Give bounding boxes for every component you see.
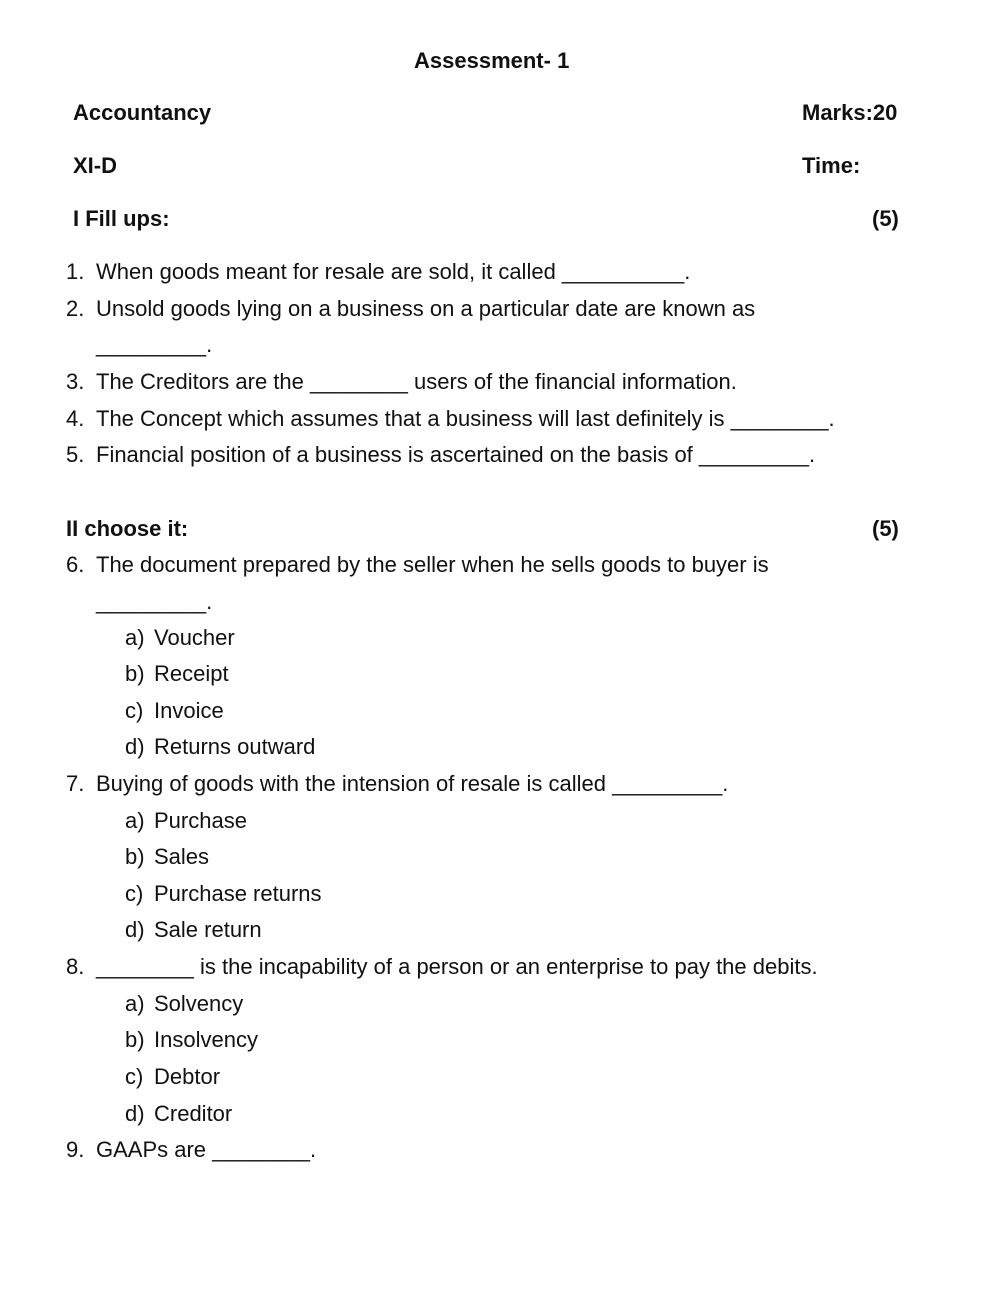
- question-number: 5.: [66, 442, 85, 467]
- option-label: c): [125, 881, 144, 906]
- question-text: Unsold goods lying on a business on a particular date are known as: [96, 296, 756, 321]
- class-label: XI-D: [73, 153, 117, 178]
- answer-blank: _________.: [96, 589, 213, 614]
- option-text: Voucher: [154, 625, 235, 650]
- question-text: The Concept which assumes that a business will last definitely is ________.: [96, 406, 835, 431]
- question-number: 8.: [66, 954, 85, 979]
- option-label: b): [125, 661, 145, 686]
- option-text: Debtor: [154, 1064, 221, 1089]
- option-text: Purchase returns: [154, 881, 322, 906]
- section-1-marks: (5): [872, 206, 899, 231]
- section-1-title: I Fill ups:: [73, 206, 170, 231]
- option-label: b): [125, 1027, 145, 1052]
- marks-label: Marks:20: [802, 100, 898, 125]
- subject-label: Accountancy: [73, 100, 212, 125]
- question-text: GAAPs are ________.: [96, 1137, 317, 1162]
- question-text: ________ is the incapability of a person or an enterprise to pay the debits.: [96, 954, 818, 979]
- section-2-title: II choose it:: [66, 516, 189, 541]
- option-text: Solvency: [154, 991, 244, 1016]
- option-text: Purchase: [154, 808, 247, 833]
- option-label: b): [125, 844, 145, 869]
- question-number: 3.: [66, 369, 85, 394]
- answer-blank: _________.: [96, 332, 213, 357]
- question-text: Financial position of a business is ascertained on the basis of _________.: [96, 442, 816, 467]
- option-text: Creditor: [154, 1101, 233, 1126]
- question-text: The Creditors are the ________ users of the financial information.: [96, 369, 737, 394]
- option-text: Invoice: [154, 698, 224, 723]
- option-label: d): [125, 917, 145, 942]
- question-number: 7.: [66, 771, 85, 796]
- option-label: a): [125, 991, 145, 1016]
- option-text: Receipt: [154, 661, 229, 686]
- option-text: Insolvency: [154, 1027, 258, 1052]
- time-label: Time:: [802, 153, 861, 178]
- option-label: a): [125, 625, 145, 650]
- option-label: d): [125, 1101, 145, 1126]
- option-label: a): [125, 808, 145, 833]
- question-text: Buying of goods with the intension of resale is called _________.: [96, 771, 729, 796]
- question-number: 4.: [66, 406, 85, 431]
- option-text: Returns outward: [154, 734, 316, 759]
- question-number: 1.: [66, 259, 85, 284]
- option-text: Sales: [154, 844, 210, 869]
- option-label: d): [125, 734, 145, 759]
- page-title: Assessment- 1: [414, 48, 570, 73]
- question-text: When goods meant for resale are sold, it called __________.: [96, 259, 691, 284]
- question-number: 6.: [66, 552, 85, 577]
- option-label: c): [125, 1064, 144, 1089]
- question-number: 9.: [66, 1137, 85, 1162]
- section-2-marks: (5): [872, 516, 899, 541]
- question-number: 2.: [66, 296, 85, 321]
- option-label: c): [125, 698, 144, 723]
- option-text: Sale return: [154, 917, 262, 942]
- question-text: The document prepared by the seller when he sells goods to buyer is: [96, 552, 769, 577]
